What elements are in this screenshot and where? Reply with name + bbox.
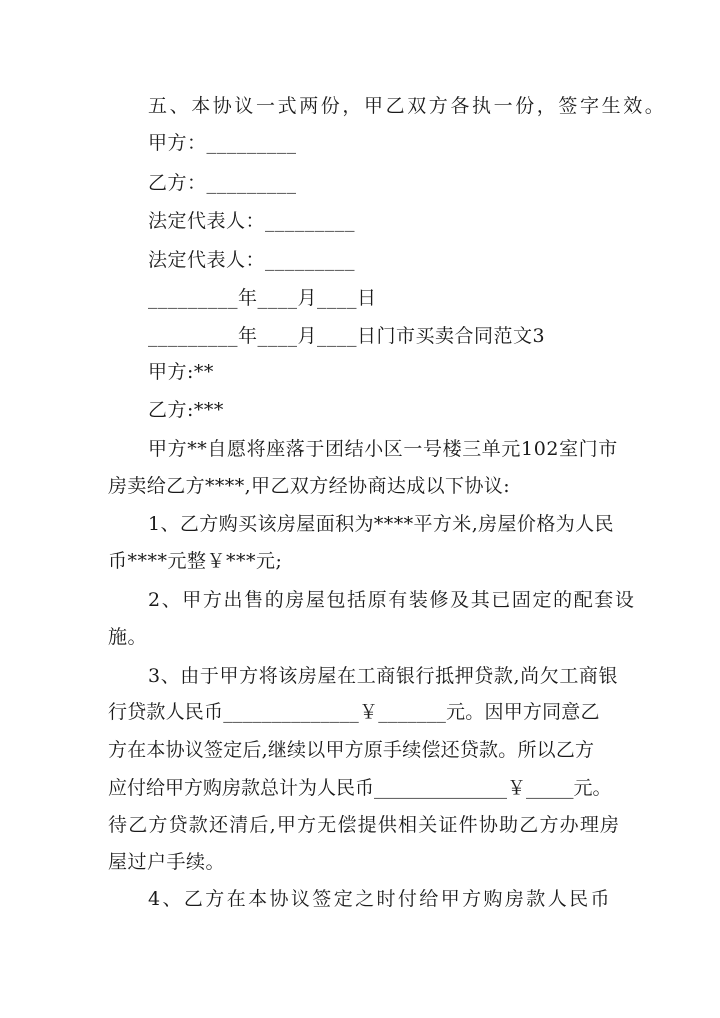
party-b-line: 乙方:*** — [148, 399, 224, 421]
clause-3-line-6: 屋过户手续。 — [108, 851, 226, 873]
party-a-line: 甲方:** — [148, 361, 214, 383]
clause-3-line-4: 应付给甲方购房款总计为人民币______________￥_____元。 — [108, 777, 612, 799]
clause-3-line-1: 3、由于甲方将该房屋在工商银行抵押贷款,尚欠工商银 — [148, 665, 619, 687]
clause-1-line-1: 1、乙方购买该房屋面积为****平方米,房屋价格为人民 — [148, 513, 614, 535]
clause-2-line-1: 2、甲方出售的房屋包括原有装修及其已固定的配套设 — [148, 589, 636, 611]
intro-paragraph-line-1: 甲方**自愿将座落于团结小区一号楼三单元102室门市 — [148, 438, 618, 460]
clause-1-line-2: 币****元整￥***元; — [108, 550, 283, 572]
date-line-2-with-heading: _________年____月____日门市买卖合同范文3 — [148, 325, 546, 347]
party-a-signature-line: 甲方：_________ — [148, 132, 297, 154]
clause-3-line-2: 行贷款人民币______________￥_______元。因甲方同意乙 — [108, 701, 600, 723]
clause-2-line-2: 施。 — [108, 626, 148, 648]
clause-3-line-3: 方在本协议签定后,继续以甲方原手续偿还贷款。所以乙方 — [108, 739, 595, 761]
date-line-1: _________年____月____日 — [148, 287, 377, 309]
intro-paragraph-line-2: 房卖给乙方****,甲乙双方经协商达成以下协议: — [108, 475, 511, 497]
clause-3-line-5: 待乙方贷款还清后,甲方无偿提供相关证件协助乙方办理房 — [108, 814, 621, 836]
legal-rep-line-2: 法定代表人：_________ — [148, 249, 356, 271]
clause-five-text: 五、本协议一式两份，甲乙双方各执一份，签字生效。 — [148, 95, 667, 117]
party-b-signature-line: 乙方：_________ — [148, 172, 297, 194]
legal-rep-line-1: 法定代表人：_________ — [148, 210, 356, 232]
clause-4-line-1: 4、乙方在本协议签定之时付给甲方购房款人民币 — [148, 888, 612, 910]
